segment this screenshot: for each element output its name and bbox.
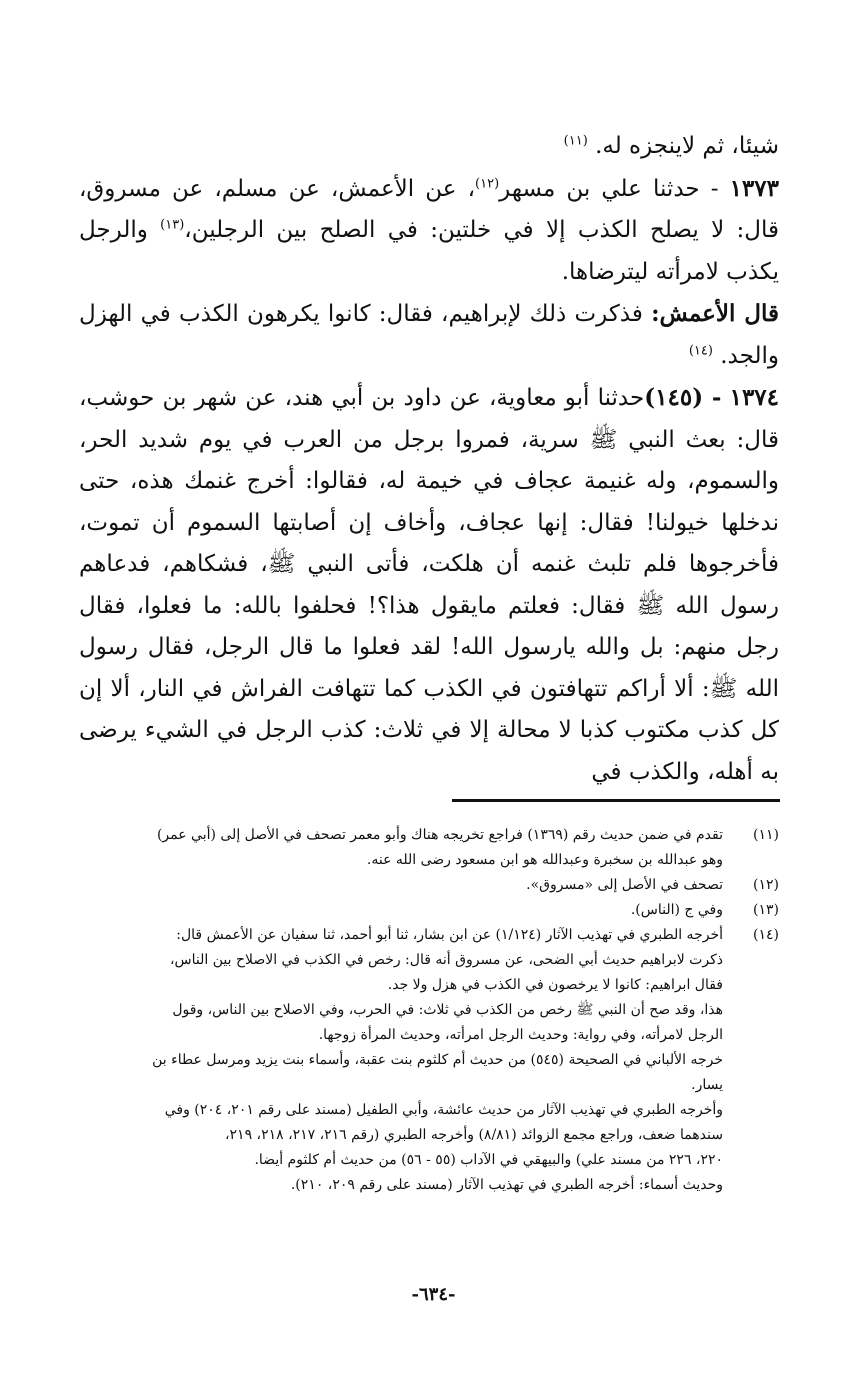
main-text-block — [79, 126, 779, 793]
footnote-14 — [79, 923, 779, 1198]
amash-paragraph — [79, 293, 779, 377]
footnote-number: (١١) — [753, 827, 779, 843]
footnote-line: يسار. — [691, 1077, 723, 1093]
page-number: -٦٣٤- — [411, 1284, 456, 1305]
footnote-line: هذا، وقد صح أن النبي ﷺ رخص من الكذب في ثلاث: في الحرب، وفي الاصلاح بين الناس، وقول — [172, 1002, 723, 1018]
amash-speaker: قال الأعمش: — [651, 300, 780, 327]
footnote-line: ذكرت لابراهيم حديث أبي الضحى، عن مسروق أنه قال: رخص في الكذب في الاصلاح بين الناس، — [170, 952, 723, 968]
footnote-line: ٢٢٠، ٢٢٦ من مسند علي) والبيهقي في الآداب (٥٥ - ٥٦) من حديث أم كلثوم أيضا. — [254, 1152, 723, 1168]
hadith-1374 — [79, 377, 779, 793]
footnote-line: وحديث أسماء: أخرجه الطبري في تهذيب الآثار (مسند على رقم ٢٠٩، ٢١٠). — [290, 1177, 723, 1193]
footnotes-block — [79, 823, 779, 1198]
footnote-ref-12: (١٢) — [475, 175, 500, 191]
footnote-body — [79, 898, 739, 923]
footnote-body — [79, 923, 739, 1198]
intro-text: شيئا، ثم لاينجزه له. — [595, 133, 779, 159]
footnote-line: وأخرجه الطبري في تهذيب الآثار من حديث عائشة، وأبي الطفيل (مسند على رقم ٢٠١، ٢٠٤) وفي — [164, 1102, 723, 1118]
footnote-body — [79, 873, 739, 898]
footnote-line: فقال ابراهيم: كانوا لا يرخصون في الكذب في هزل ولا جد. — [387, 977, 723, 993]
hadith-1373 — [79, 168, 779, 294]
hadith-1373-isnad-rest: ، عن الأعمش، عن مسلم، عن مسروق، — [79, 175, 476, 202]
hadith-number-1373: ١٣٧٣ — [729, 174, 779, 202]
footnote-number: (١٢) — [753, 877, 779, 893]
footnote-line: الرجل لامرأته، وفي رواية: وحديث الرجل امرأته، وحديث المرأة زوجها. — [318, 1027, 723, 1043]
footnote-separator — [452, 799, 780, 802]
intro-paragraph — [79, 126, 779, 168]
footnote-line: أخرجه الطبري في تهذيب الآثار (١/١٢٤) عن ابن بشار، ثنا أبو أحمد، ثنا سفيان عن الأعمش قال: — [176, 927, 723, 943]
footnote-12 — [79, 873, 779, 898]
footnote-number: (١٣) — [753, 902, 779, 918]
footnote-line: وهو عبدالله بن سخبرة وعبدالله هو ابن مسعود رضى الله عنه. — [366, 852, 723, 868]
hadith-1373-matn-rest: والرجل يكذب لامرأته ليترضاها. — [79, 217, 779, 285]
hadith-subnumber-145: - (١٤٥) — [644, 384, 722, 411]
footnote-line: وفي ج (الناس). — [630, 902, 723, 918]
footnote-ref-13: (١٣) — [160, 217, 185, 233]
hadith-number-1374: ١٣٧٤ — [729, 384, 780, 411]
footnote-body — [79, 823, 739, 873]
footnote-line: سندهما ضعف، وراجع مجمع الزوائد (٨/٨١) وأخرجه الطبري (رقم ٢١٦، ٢١٧، ٢١٨، ٢١٩، — [225, 1127, 723, 1143]
hadith-1374-text: حدثنا أبو معاوية، عن داود بن أبي هند، عن شهر بن حوشب، قال: بعث النبي ﷺ سرية، فمروا برجل من العرب في يوم شديد الحر، والسموم، وله غنيمة عجاف في خيمة له، فقالوا: أخرج غنمك هذه، حتى ندخلها خيولنا! فقال: إنها عجاف، وأخاف إن أصابتها السموم أن تموت، فأخرجوها فلم تلبث غنمه أن هلكت، فأتى النبي ﷺ، فشكاهم، فدعاهم رسول الله ﷺ فقال: فعلتم مايقول هذا؟! فحلفوا بالله: ما فعلوا، فقال رجل منهم: بل والله يارسول الله! لقد فعلوا ما قال الرجل، فقال رسول الله ﷺ: ألا أراكم تتهافتون في الكذب كما تتهافت الفراش في النار، ألا إن كل كذب مكتوب كذبا لا محالة إلا في ثلاث: كذب الرجل في الشيء يرضى به أهله، والكذب في — [79, 385, 779, 785]
footnote-number: (١٤) — [753, 927, 779, 943]
footnote-ref-14: (١٤) — [688, 342, 713, 358]
footnote-ref-11: (١١) — [563, 133, 588, 149]
footnote-13 — [79, 898, 779, 923]
amash-text: فذكرت ذلك لإبراهيم، فقال: كانوا يكرهون الكذب في الهزل والجد. — [79, 301, 779, 369]
footnote-line: خرجه الألباني في الصحيحة (٥٤٥) من حديث أم كلثوم بنت عقبة، وأسماء بنت يزيد ومرسل عطاء بن — [152, 1052, 723, 1068]
footnote-line: تقدم في ضمن حديث رقم (١٣٦٩) فراجع تخريجه هناك وأبو معمر تصحف في الأصل إلى (أبي عمر) — [156, 827, 723, 843]
footnote-11 — [79, 823, 779, 873]
hadith-1373-matn: قال: لا يصلح الكذب إلا في خلتين: في الصلح بين الرجلين، — [184, 217, 780, 243]
hadith-1373-isnad: - حدثنا علي بن مسهر — [499, 175, 719, 202]
footnote-line: تصحف في الأصل إلى «مسروق». — [526, 877, 723, 893]
